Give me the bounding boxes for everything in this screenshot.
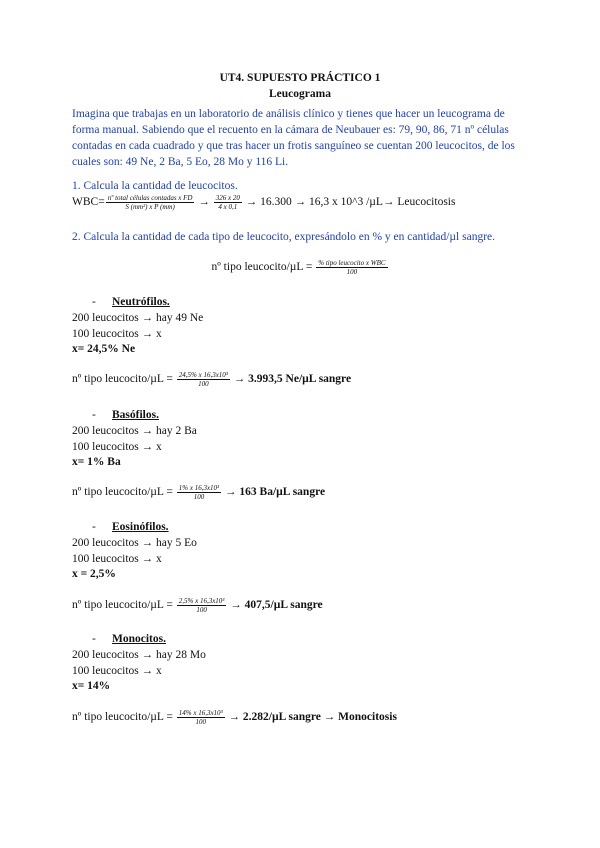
intro-paragraph: Imagina que trabajas en un laboratorio de análisis clínico y tienes que hacer un leucograma de forma manual. Sabiendo que el recuento en la cámara de Neubauer es: 79, 90, 86, 71 nº células contadas en cada cuadrado y que tras hacer un frotis sanguíneo se cuentan 200 leucocitos, de los cuales son: 49 Ne, 2 Ba, 5 Eo, 28 Mo y 116 Li.: [72, 108, 515, 168]
calc-fraction: $\frac{\text{2,5\% x 16,3x10³}}{100}$: [178, 597, 225, 614]
wbc-frac1-den: S (mm²) x P (mm): [125, 202, 175, 211]
general-formula-num: % tipo leucocito x WBC: [318, 259, 386, 267]
general-formula-den: 100: [346, 268, 358, 276]
wbc-result: → 16.300 → 16,3 x 10^3 /µL→ Leucocitosis: [245, 196, 456, 208]
wbc-frac2-num: 326 x 20: [215, 193, 240, 202]
section-calculation: nº tipo leucocito/µL = $\frac{\text{24,5\% x 16,3x10³}}{100}$ → 3.993,5 Ne/µL sangre: [72, 371, 352, 388]
document-subtitle: Leucograma: [269, 88, 331, 100]
section-line: 200 leucocitos → hay 49 Ne: [72, 312, 204, 324]
wbc-fraction-values: [214, 194, 242, 211]
section-heading-eosinofilos: - Eosinófilos.: [92, 521, 169, 533]
section-percent: x= 24,5% Ne: [72, 343, 136, 355]
section-calculation: nº tipo leucocito/µL = $\frac{\text{14\% x 16,3x10³}}{100}$ → 2.282/µL sangre → Monocitosis: [72, 709, 397, 726]
calc-fraction: $\frac{\text{1\% x 16,3x10³}}{100}$: [178, 484, 220, 501]
section-heading-basofilos: - Basófilos.: [92, 409, 159, 421]
calc-fraction: $\frac{\text{24,5\% x 16,3x10³}}{100}$: [178, 371, 228, 388]
wbc-formula: WBC= $\frac{\text{nº total células contadas x FD}}{\text{S (mm²) x P (mm)}}$ → $\frac{326 x 20}{4 x 0,1}$ → 16.300 → 16,3 x 10^3 /µL→ Leucocitosis: [72, 193, 456, 211]
section-line: 100 leucocitos → x: [72, 441, 162, 453]
question-1-label: 1. Calcula la cantidad de leucocitos.: [72, 180, 238, 192]
general-formula-lhs: nº tipo leucocito/µL =: [211, 261, 313, 274]
section-percent: x= 14%: [72, 680, 111, 692]
section-heading-neutrofilos: - Neutrófilos.: [92, 296, 170, 308]
section-line: 100 leucocitos → x: [72, 328, 162, 340]
calc-fraction: $\frac{\text{14\% x 16,3x10³}}{100}$: [178, 709, 223, 726]
wbc-frac2-den: 4 x 0,1: [218, 202, 238, 211]
section-line: 200 leucocitos → hay 28 Mo: [72, 649, 206, 661]
section-heading-monocitos: - Monocitos.: [92, 633, 166, 645]
general-formula-fraction: [316, 259, 387, 276]
section-line: 100 leucocitos → x: [72, 665, 162, 677]
section-line: 200 leucocitos → hay 2 Ba: [72, 425, 197, 437]
question-2-label: 2. Calcula la cantidad de cada tipo de leucocito, expresándolo en % y en cantidad/µl sangre.: [72, 231, 496, 243]
section-calculation: nº tipo leucocito/µL = $\frac{\text{2,5\% x 16,3x10³}}{100}$ → 407,5/µL sangre: [72, 597, 323, 614]
section-percent: x = 2,5%: [72, 568, 116, 580]
section-calculation: nº tipo leucocito/µL = $\frac{\text{1\% x 16,3x10³}}{100}$ → 163 Ba/µL sangre: [72, 484, 326, 501]
section-percent: x= 1% Ba: [72, 456, 121, 468]
wbc-frac1-num: nº total células contadas x FD: [107, 193, 193, 202]
document-title: UT4. SUPUESTO PRÁCTICO 1: [219, 72, 381, 84]
section-line: 100 leucocitos → x: [72, 553, 162, 565]
section-line: 200 leucocitos → hay 5 Eo: [72, 537, 197, 549]
wbc-fraction-general: [106, 194, 195, 211]
wbc-lhs: WBC=: [72, 196, 105, 208]
general-formula: [0, 259, 600, 276]
